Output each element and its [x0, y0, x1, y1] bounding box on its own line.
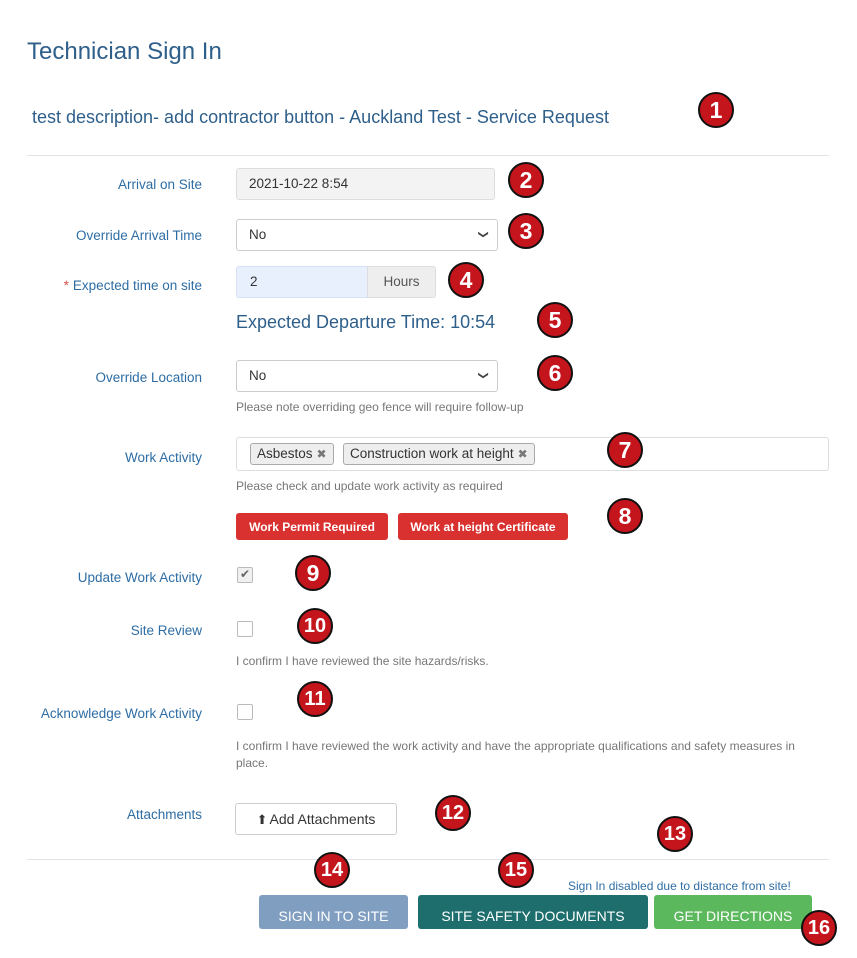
annotation-badge: 4	[448, 262, 484, 298]
attachments-label: Attachments	[126, 807, 202, 822]
work-activity-help: Please check and update work activity as required	[236, 479, 503, 493]
override-location-help: Please note overriding geo fence will require follow-up	[236, 400, 524, 414]
remove-icon[interactable]: ✖	[517, 447, 528, 461]
upload-icon: ⬆	[256, 812, 268, 827]
annotation-badge: 10	[297, 608, 333, 644]
annotation-badge: 9	[295, 555, 331, 591]
annotation-badge: 15	[498, 852, 534, 888]
annotation-badge: 6	[537, 355, 573, 391]
work-activity-tags[interactable]	[236, 437, 829, 471]
annotation-badge: 14	[314, 852, 350, 888]
site-safety-documents-button[interactable]: SITE SAFETY DOCUMENTS	[418, 895, 648, 929]
hours-addon: Hours	[367, 266, 436, 298]
divider-top	[27, 155, 829, 156]
sign-in-button[interactable]: SIGN IN TO SITE	[259, 895, 408, 929]
annotation-badge: 5	[537, 302, 573, 338]
ack-work-activity-checkbox[interactable]	[237, 704, 253, 720]
page-subtitle: test description- add contractor button - Auckland Test - Service Request	[32, 107, 609, 127]
check-icon: ✔	[240, 567, 251, 581]
page-title: Technician Sign In	[27, 38, 222, 65]
update-work-activity-checkbox[interactable]	[237, 567, 253, 583]
expected-time-label	[22, 278, 202, 293]
add-attachments-button[interactable]	[235, 803, 397, 835]
required-mark: *	[63, 278, 69, 293]
annotation-badge: 12	[435, 795, 471, 831]
sign-in-disabled-note: Sign In disabled due to distance from site!	[568, 879, 791, 893]
site-review-label: Site Review	[130, 623, 202, 638]
annotation-badge: 8	[607, 498, 643, 534]
work-activity-label: Work Activity	[124, 450, 202, 465]
expected-time-input[interactable]: 2	[236, 266, 367, 298]
add-attachments-label: Add Attachments	[269, 811, 376, 827]
annotation-badge: 7	[607, 432, 643, 468]
tag-construction-height[interactable]	[343, 443, 535, 465]
annotation-badge: 3	[508, 213, 544, 249]
update-work-activity-label: Update Work Activity	[77, 570, 202, 585]
annotation-badge: 16	[801, 910, 837, 946]
divider-bottom	[27, 859, 829, 860]
height-certificate-button[interactable]: Work at height Certificate	[398, 513, 568, 540]
annotation-badge: 2	[508, 162, 544, 198]
override-arrival-value: No	[249, 227, 267, 242]
arrival-field: 2021-10-22 8:54	[236, 168, 495, 200]
tag-asbestos[interactable]	[250, 443, 334, 465]
override-location-select[interactable]	[236, 360, 498, 392]
expected-departure-time: Expected Departure Time: 10:54	[236, 312, 496, 332]
annotation-badge: 11	[297, 681, 333, 717]
chevron-down-icon: ❯	[477, 371, 489, 380]
expected-time-label-text: Expected time on site	[72, 278, 202, 293]
override-location-value: No	[249, 368, 267, 383]
override-arrival-select[interactable]	[236, 219, 498, 251]
annotation-badge: 13	[657, 816, 693, 852]
tag-label: Asbestos	[257, 446, 313, 461]
arrival-label: Arrival on Site	[117, 177, 202, 192]
remove-icon[interactable]: ✖	[316, 447, 327, 461]
chevron-down-icon: ❯	[477, 230, 489, 239]
tag-label: Construction work at height	[350, 446, 514, 461]
ack-work-activity-label: Acknowledge Work Activity	[40, 706, 202, 721]
get-directions-button[interactable]: GET DIRECTIONS	[654, 895, 812, 929]
override-arrival-label: Override Arrival Time	[75, 228, 202, 243]
ack-work-activity-help: I confirm I have reviewed the work activity and have the appropriate qualifications and safety measures in place.	[236, 739, 795, 770]
site-review-help: I confirm I have reviewed the site hazards/risks.	[236, 654, 489, 668]
site-review-checkbox[interactable]	[237, 621, 253, 637]
override-location-label: Override Location	[95, 370, 202, 385]
work-permit-button[interactable]: Work Permit Required	[236, 513, 388, 540]
annotation-badge: 1	[698, 92, 734, 128]
